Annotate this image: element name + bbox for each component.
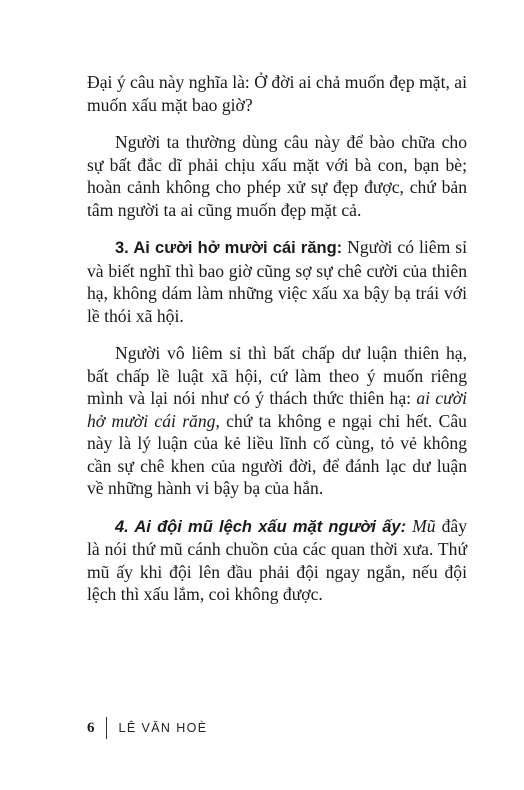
paragraph-2 <box>87 131 467 221</box>
paragraph-5-term: Mũ <box>406 515 436 536</box>
paragraph-3 <box>87 236 467 327</box>
page-footer <box>87 716 208 740</box>
paragraph-5-text: đây là nói thứ mũ cánh chuồn của các quan thời xưa. Thứ mũ ấy khi đội lên đầu phải đội ngay ngắn, nếu đội lệch thì xấu lắm, coi không được. <box>87 515 467 604</box>
running-author: LÊ VĂN HOÈ <box>118 721 208 735</box>
section-heading-4: 4. Ai đội mũ lệch xấu mặt người ấy: <box>115 517 407 536</box>
page-number: 6 <box>87 719 95 736</box>
paragraph-4-quote: ai cười hở mười cái răng <box>87 388 467 431</box>
page-body <box>87 71 467 606</box>
paragraph-2-text: Người ta thường dùng câu này để bào chữa cho sự bất đắc dĩ phải chịu xấu mặt với bà con, bạn bè; hoàn cảnh không cho phép xử sự đẹp được, chứ bản tâm người ta ai cũng muốn đẹp mặt cả. <box>87 132 467 220</box>
paragraph-1 <box>87 71 467 116</box>
paragraph-4-text-before: Người vô liêm sỉ thì bất chấp dư luận thiên hạ, bất chấp lề luật xã hội, cứ làm theo ý muốn riêng mình và lại nói như có ý thách thức thiên hạ: <box>87 343 467 408</box>
paragraph-4-text-after: , chứ ta không e ngại chi hết. Câu này là lý luận của kẻ liều lĩnh cố cùng, tỏ vẻ không cần sự chê khen của người đời, để đánh lạc dư luận về những hành vi bậy bạ của hắn. <box>87 410 467 498</box>
paragraph-4 <box>87 342 467 500</box>
paragraph-3-text: Người có liêm sỉ và biết nghĩ thì bao giờ cũng sợ sự chê cười của thiên hạ, không dám làm những việc xấu xa bậy bạ trái với lề thói xã hội. <box>87 237 468 326</box>
section-heading-3: 3. Ai cười hở mười cái răng: <box>115 239 343 257</box>
paragraph-5 <box>87 515 467 606</box>
paragraph-1-text: Đại ý câu này nghĩa là: Ở đời ai chả muốn đẹp mặt, ai muốn xấu mặt bao giờ? <box>87 72 467 115</box>
footer-divider <box>106 717 107 739</box>
